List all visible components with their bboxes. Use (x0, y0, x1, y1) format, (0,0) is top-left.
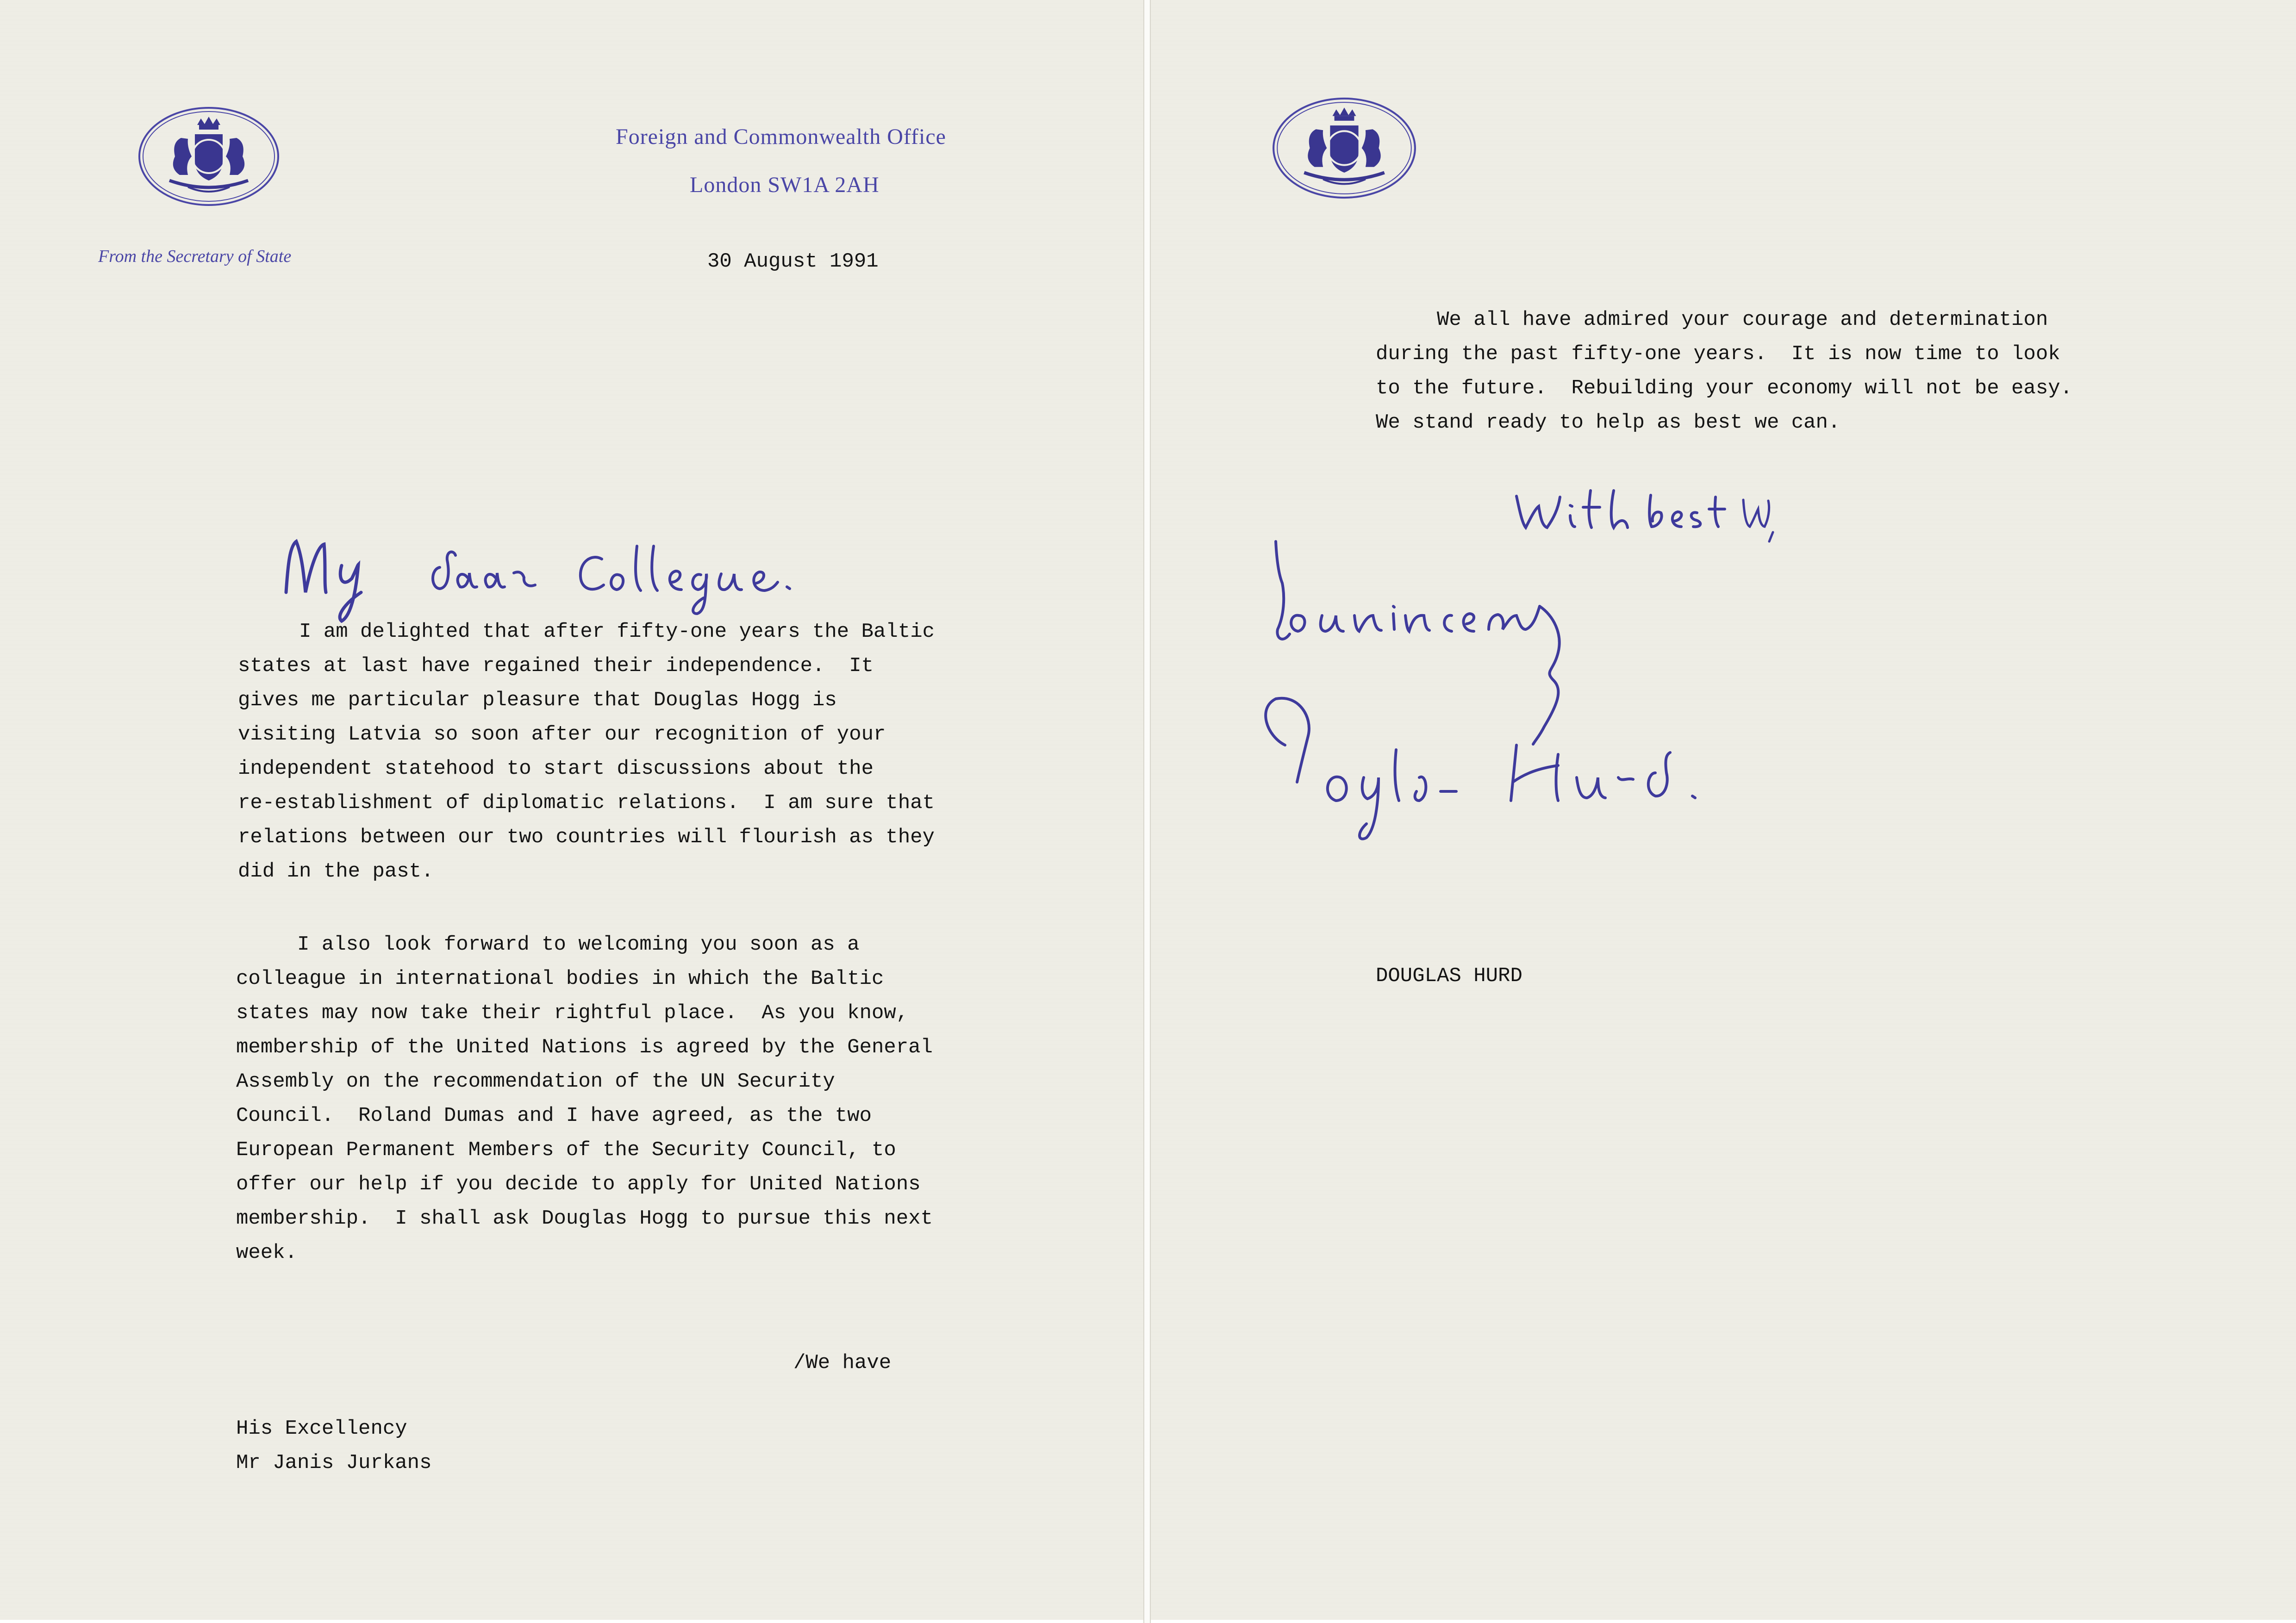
recipient-title: His Excellency (236, 1417, 407, 1440)
body-paragraph-1: I am delighted that after fifty-one years the Baltic states at last have regained their independence. It gives me particular pleasure that Douglas Hogg is visiting Latvia so soon after our recognition of your independent statehood to start discussions about the re-establishment of diplomatic relations. I am sure that relations between our two countries will flourish as they did in the past. (238, 620, 935, 883)
royal-coat-of-arms-emblem (1271, 93, 1417, 204)
office-name: Foreign and Commonwealth Office (616, 124, 946, 149)
closing-handwriting (1257, 477, 1776, 865)
from-secretary-of-state-line: From the Secretary of State (98, 247, 292, 266)
salutation-handwriting (278, 523, 842, 625)
handwritten-salutation (278, 523, 842, 625)
body-paragraph-2: I also look forward to welcoming you soon as a colleague in international bodies in which the Baltic states may now take their rightful place. As you know, membership of the United Nations is agreed by the General Assembly on the recommendation of the UN Security Council. Roland Dumas and I have agreed, as the two European Permanent Members of the Security Council, to offer our help if you decide to apply for United Nations membership. I shall ask Douglas Hogg to pursue this next week. (236, 933, 933, 1264)
letter-date: 30 August 1991 (707, 250, 879, 273)
letter-page-1 (0, 0, 1143, 1620)
letter-page-2 (1151, 0, 2296, 1620)
signatory-name: DOUGLAS HURD (1376, 964, 1522, 988)
office-address: London SW1A 2AH (690, 173, 880, 197)
page-continuation-marker: /We have (793, 1351, 892, 1374)
recipient-name: Mr Janis Jurkans (236, 1451, 432, 1474)
page-fold-divider (1143, 0, 1151, 1623)
royal-coat-of-arms-emblem (137, 106, 281, 207)
handwritten-closing-and-signature (1257, 477, 1776, 865)
body-paragraph-3: We all have admired your courage and determination during the past fifty-one years. It is now time to look to the future. Rebuilding your economy will not be easy. We stand ready to help as best we can. (1376, 308, 2073, 434)
